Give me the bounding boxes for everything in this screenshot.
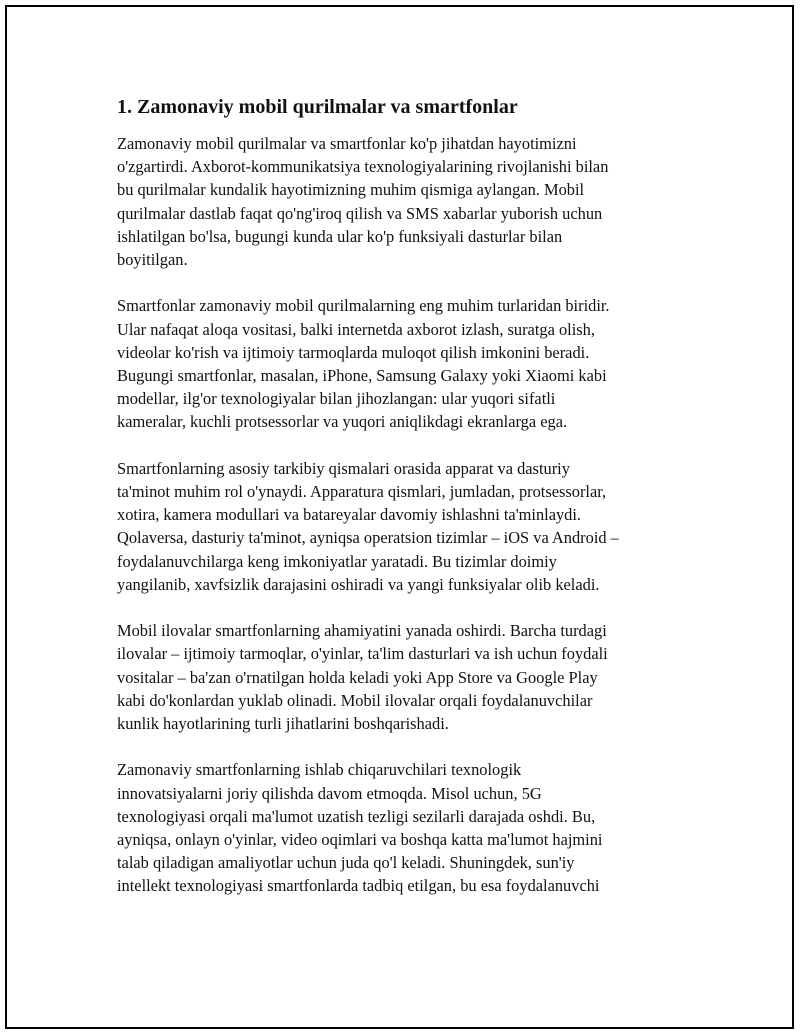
- text-line: Zamonaviy mobil qurilmalar va smartfonlar ko'p jihatdan hayotimizni: [117, 134, 577, 153]
- paragraph-4: [117, 619, 697, 735]
- paragraph-3: [117, 457, 697, 596]
- document-body: [117, 95, 697, 921]
- text-line: intellekt texnologiyasi smartfonlarda tadbiq etilgan, bu esa foydalanuvchi: [117, 876, 600, 896]
- text-line: ta'minot muhim rol o'ynaydi. Apparatura qismlari, jumladan, protsessorlar,: [117, 482, 607, 502]
- text-line: kameralar, kuchli protsessorlar va yuqori aniqlikdagi ekranlarga ega.: [117, 412, 568, 432]
- text-line: talab qiladigan amaliyotlar uchun juda qo'l keladi. Shuningdek, sun'iy: [117, 853, 575, 873]
- text-line: Zamonaviy smartfonlarning ishlab chiqaruvchilari texnologik: [117, 760, 522, 780]
- text-line: Smartfonlar zamonaviy mobil qurilmalarning eng muhim turlaridan biridir.: [117, 296, 610, 316]
- text-line: kabi do'konlardan yuklab olinadi. Mobil ilovalar orqali foydalanuvchilar: [117, 690, 593, 710]
- text-line: texnologiyasi orqali ma'lumot uzatish tezligi sezilarli darajada oshdi. Bu,: [117, 806, 596, 826]
- paragraph-1: [117, 132, 697, 271]
- text-line: xotira, kamera modullari va batareyalar davomiy ishlashni ta'minlaydi.: [117, 505, 582, 525]
- paragraph-5: [117, 758, 697, 897]
- text-line: ilovalar – ijtimoiy tarmoqlar, o'yinlar, ta'lim dasturlari va ish uchun foydali: [117, 644, 608, 664]
- text-line: bu qurilmalar kundalik hayotimizning muhim qismiga aylangan. Mobil: [117, 180, 585, 200]
- section-title: 1. Zamonaviy mobil qurilmalar va smartfonlar: [117, 96, 518, 118]
- text-line: yangilanib, xavfsizlik darajasini oshiradi va yangi funksiyalar olib keladi.: [117, 574, 600, 594]
- text-line: innovatsiyalarni joriy qilishda davom etmoqda. Misol uchun, 5G: [117, 783, 542, 803]
- text-line: boyitilgan.: [117, 250, 188, 270]
- text-line: foydalanuvchilarga keng imkoniyatlar yaratadi. Bu tizimlar doimiy: [117, 551, 557, 571]
- text-line: Bugungi smartfonlar, masalan, iPhone, Samsung Galaxy yoki Xiaomi kabi: [117, 366, 607, 386]
- text-line: ishlatilgan bo'lsa, bugungi kunda ular ko'p funksiyali dasturlar bilan: [117, 226, 563, 246]
- text-line: Mobil ilovalar smartfonlarning ahamiyatini yanada oshirdi. Barcha turdagi: [117, 621, 607, 641]
- text-line: qurilmalar dastlab faqat qo'ng'iroq qilish va SMS xabarlar yuborish uchun: [117, 203, 603, 223]
- text-line: videolar ko'rish va ijtimoiy tarmoqlarda muloqot qilish imkonini beradi.: [117, 342, 590, 362]
- text-line: Ular nafaqat aloqa vositasi, balki internetda axborot izlash, suratga olish,: [117, 319, 595, 339]
- text-line: o'zgartirdi. Axborot-kommunikatsiya texnologiyalarining rivojlanishi bilan: [117, 157, 609, 177]
- paragraph-2: [117, 294, 697, 433]
- text-line: vositalar – ba'zan o'rnatilgan holda keladi yoki App Store va Google Play: [117, 667, 598, 687]
- text-line: modellar, ilg'or texnologiyalar bilan jihozlangan: ular yuqori sifatli: [117, 389, 556, 409]
- text-line: ayniqsa, onlayn o'yinlar, video oqimlari va boshqa katta ma'lumot hajmini: [117, 830, 603, 850]
- text-line: kunlik hayotlarining turli jihatlarini boshqarishadi.: [117, 714, 449, 734]
- text-line: Qolaversa, dasturiy ta'minot, ayniqsa operatsion tizimlar – iOS va Android –: [117, 528, 619, 548]
- text-line: Smartfonlarning asosiy tarkibiy qismalari orasida apparat va dasturiy: [117, 458, 570, 478]
